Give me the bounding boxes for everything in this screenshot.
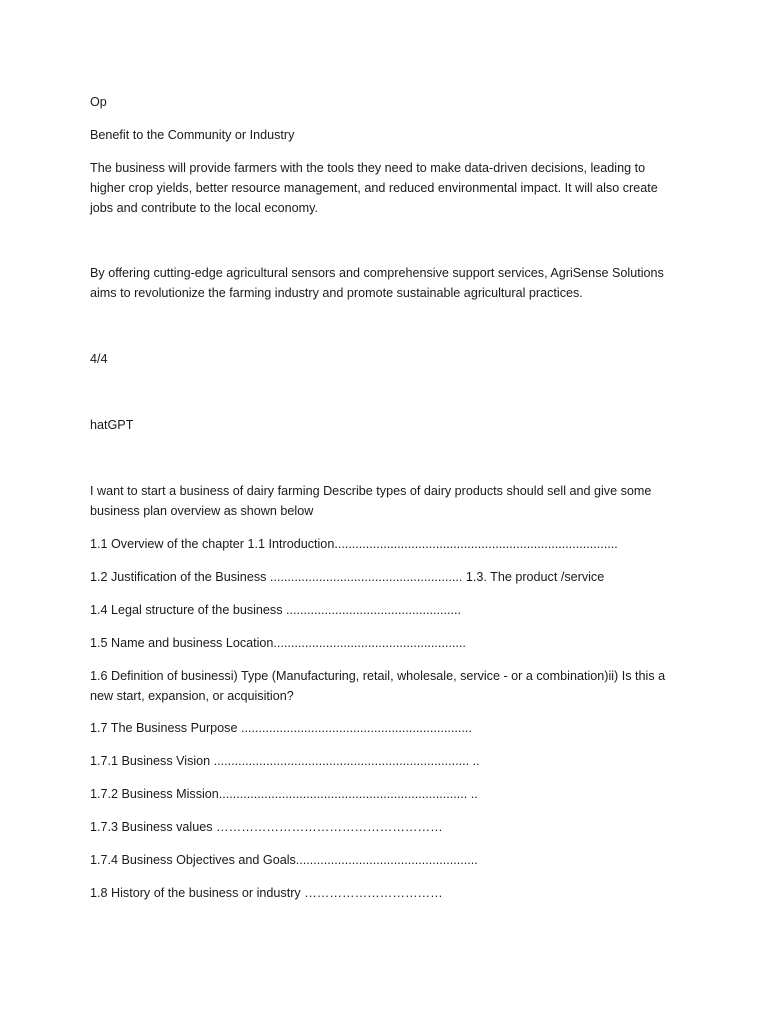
heading-benefit: Benefit to the Community or Industry xyxy=(90,128,295,142)
outline-item-1-7-1: 1.7.1 Business Vision ......................................................................... .. xyxy=(90,754,480,768)
outline-item-1-7-4: 1.7.4 Business Objectives and Goals.................................................... xyxy=(90,853,478,867)
paragraph-agrisense: By offering cutting-edge agricultural sensors and comprehensive support services, AgriSense Solutions aims to revolutionize the farming industry and promote sustainable agricultural practices. xyxy=(90,266,664,300)
outline-item-1-2: 1.2 Justification of the Business ....................................................... 1.3. The product /service xyxy=(90,570,605,584)
paragraph-request: I want to start a business of dairy farming Describe types of dairy products should sell and give some business plan overview as shown below xyxy=(90,484,652,518)
outline-item-1-7-3: 1.7.3 Business values ……………………………………………… xyxy=(90,820,443,834)
outline-item-1-6: 1.6 Definition of businessi) Type (Manufacturing, retail, wholesale, service - or a combination)ii) Is this a new start, expansion, or acquisition? xyxy=(90,669,666,703)
page-counter: 4/4 xyxy=(90,352,108,366)
paragraph-benefit-body: The business will provide farmers with the tools they need to make data-driven decisions, leading to higher crop yields, better resource management, and reduced environmental impact. It will also create jobs and contribute to the local economy. xyxy=(90,161,658,215)
outline-item-1-8: 1.8 History of the business or industry …………………………… xyxy=(90,886,443,900)
outline-item-1-7-2: 1.7.2 Business Mission....................................................................... .. xyxy=(90,787,478,801)
outline-item-1-5: 1.5 Name and business Location....................................................... xyxy=(90,636,466,650)
outline-item-1-1: 1.1 Overview of the chapter 1.1 Introduction................................................................................. xyxy=(90,537,618,551)
paragraph-hatgpt: hatGPT xyxy=(90,418,134,432)
outline-item-1-4: 1.4 Legal structure of the business .................................................. xyxy=(90,603,461,617)
paragraph-op: Op xyxy=(90,95,107,109)
outline-item-1-7: 1.7 The Business Purpose .................................................................. xyxy=(90,721,472,735)
